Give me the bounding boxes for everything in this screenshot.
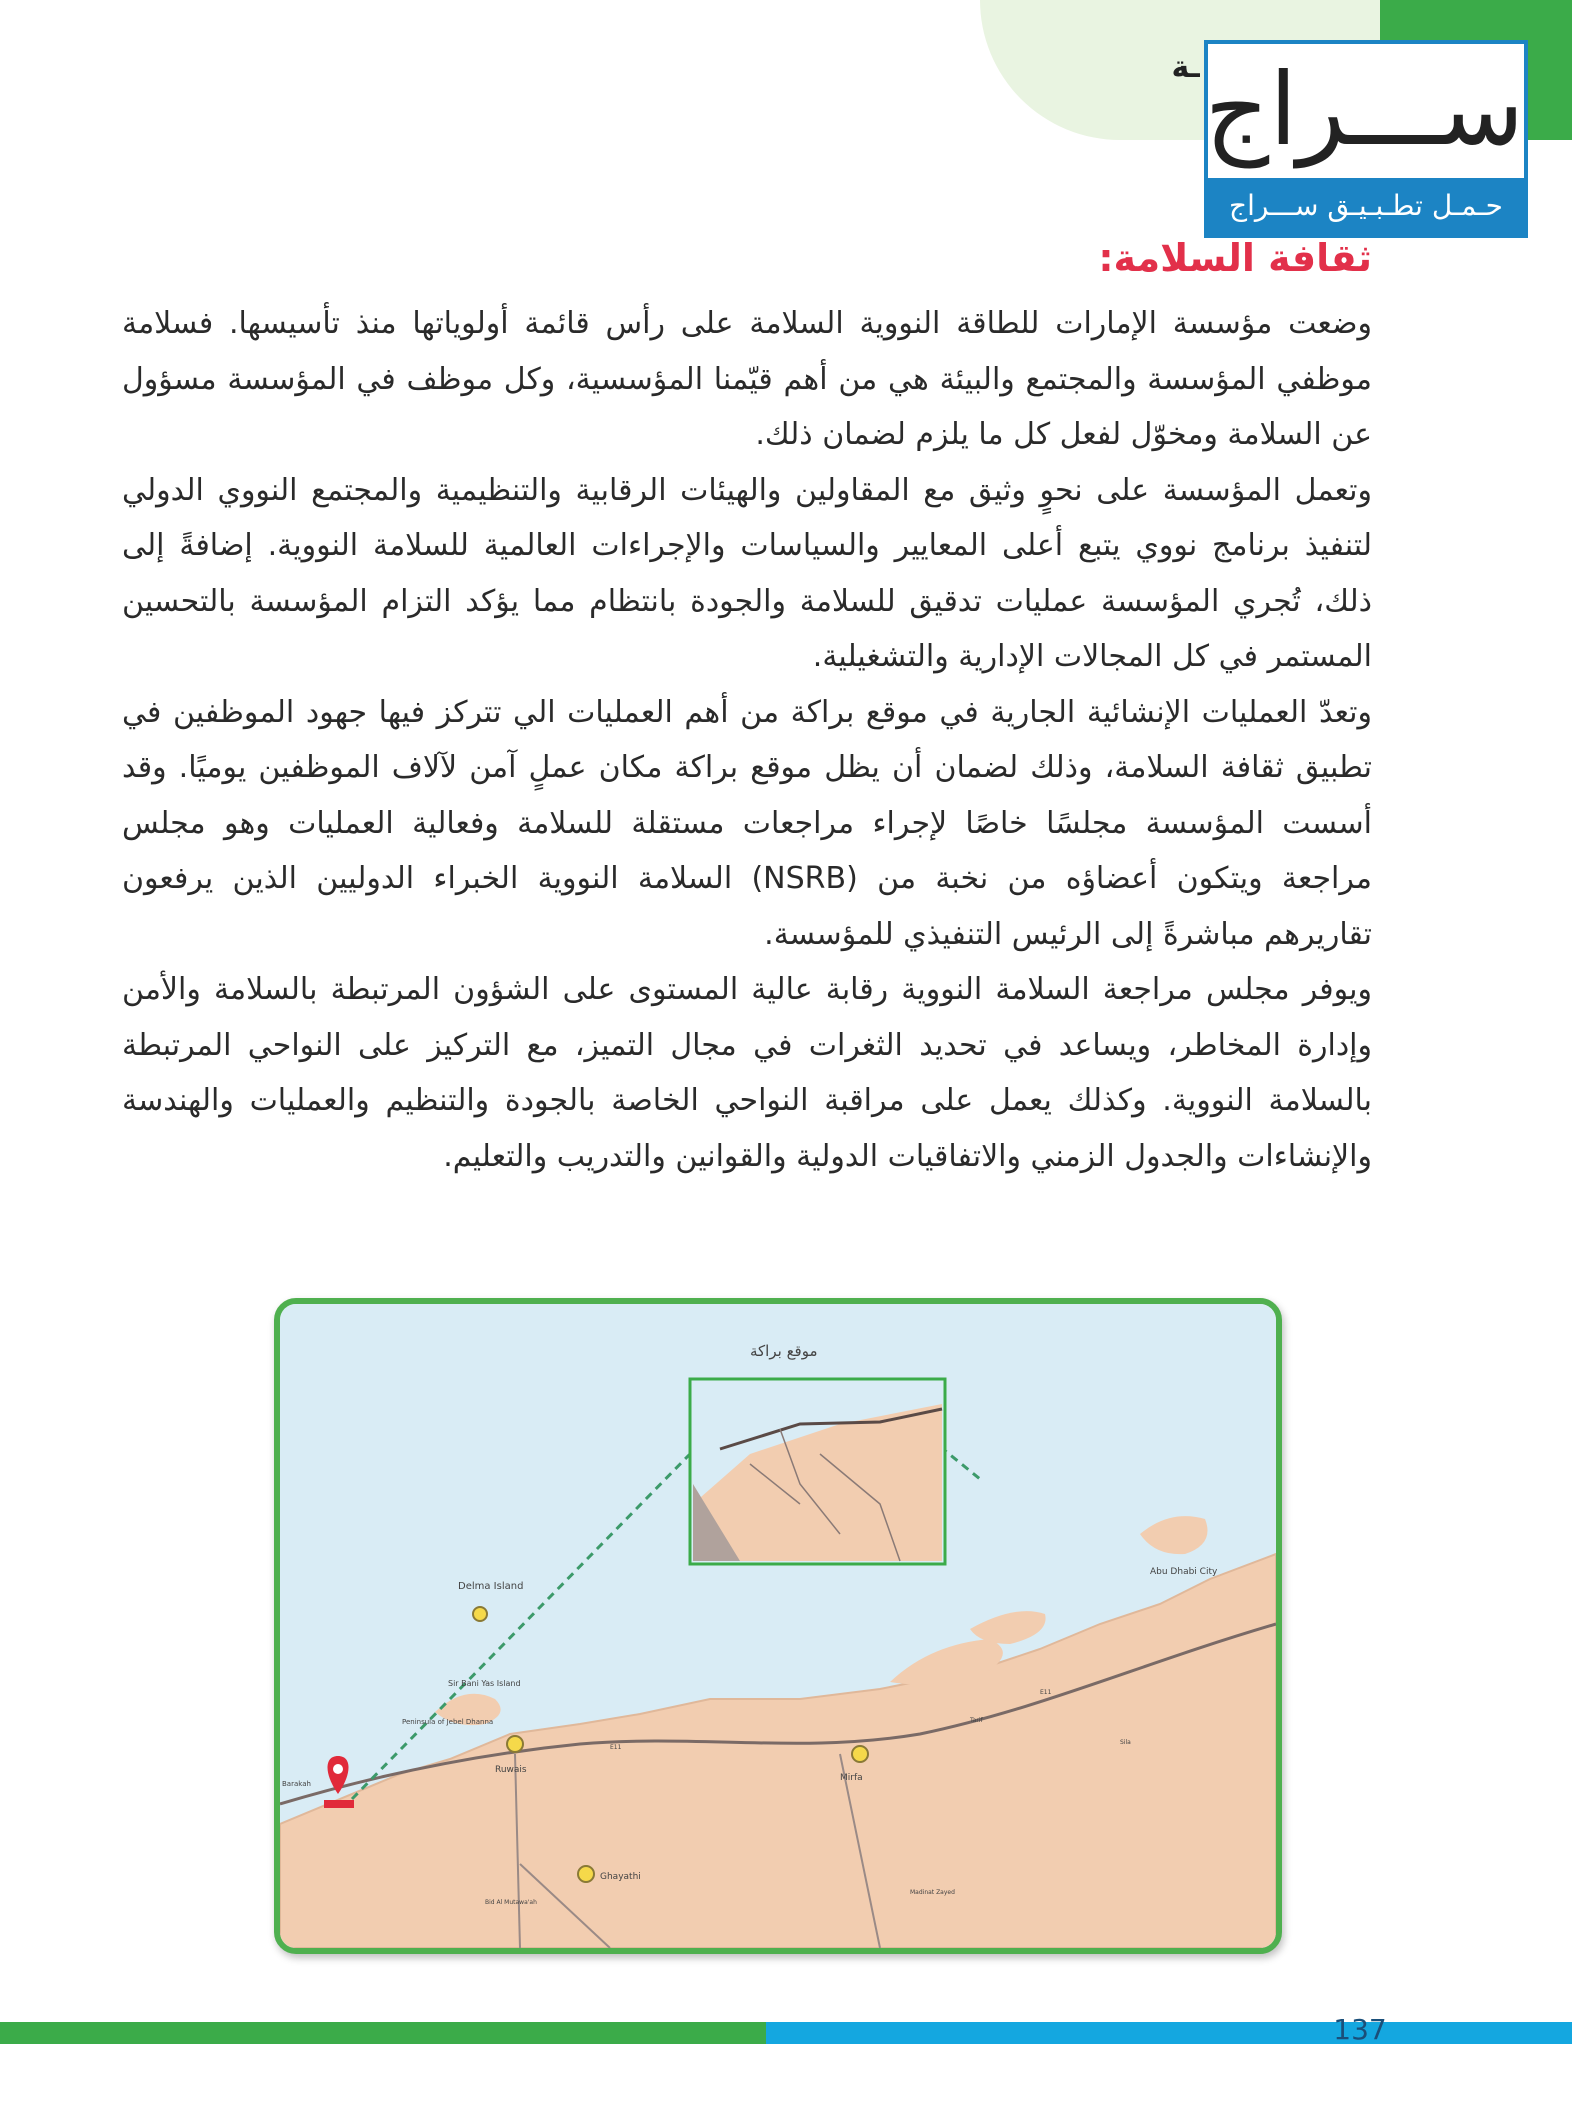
label-ruwais: Ruwais: [495, 1765, 527, 1775]
map-canvas: [280, 1304, 1276, 1948]
paragraph-3: وتعدّ العمليات الإنشائية الجارية في موقع براكة من أهم العمليات الي تتركز فيها جهود الموظفين في تطبيق ثقافة السلامة، وذلك لضمان أن يظل موقع براكة مكان عملٍ آمن لآلاف الموظفين يوميًا. وقد أسست المؤسسة مجلسًا خاصًا لإجراء مراجعات مستقلة للسلامة وفعالية العمليات وهو مجلس مراجعة ويتكون أعضاؤه من نخبة من (NSRB) السلامة النووية الخبراء الدوليين الذين يرفعون تقاريرهم مباشرةً إلى الرئيس التنفيذي للمؤسسة.: [122, 694, 1372, 952]
label-barakah: Barakah: [282, 1780, 311, 1788]
label-abudhabi: Abu Dhabi City: [1150, 1567, 1218, 1577]
barakah-inset: [690, 1379, 945, 1564]
ghayathi-marker: [578, 1866, 594, 1882]
label-sila: Sila: [1120, 1739, 1131, 1746]
chapter-title-fragment: ـة: [1171, 50, 1200, 85]
map-site-label: موقع براكة: [750, 1342, 818, 1360]
label-e11: E11: [610, 1744, 622, 1751]
label-e11b: E11: [1040, 1689, 1052, 1696]
paragraph-2: وتعمل المؤسسة على نحوٍ وثيق مع المقاولين والهيئات الرقابية والتنظيمية والمجتمع النووي الدولي لتنفيذ برنامج نووي يتبع أعلى المعايير والسياسات والإجراءات العالمية للسلامة النووية. إضافةً إلى ذلك، تُجري المؤسسة عمليات تدقيق للسلامة والجودة بانتظام مما يؤكد التزام المؤسسة بالتحسين المستمر في كل المجالات الإدارية والتشغيلية.: [122, 472, 1372, 674]
ruwais-marker: [507, 1736, 523, 1752]
label-ghayathi: Ghayathi: [600, 1872, 641, 1882]
label-madinat: Madinat Zayed: [910, 1889, 955, 1896]
label-tarif: Tarif: [970, 1717, 983, 1724]
section-heading: ثقافة السلامة:: [1098, 236, 1372, 280]
article-body: [122, 296, 1372, 1184]
label-sirbaniyas: Sir Bani Yas Island: [448, 1679, 521, 1688]
page-number: 137: [1333, 2013, 1387, 2046]
barakah-map: [274, 1298, 1282, 1954]
siraj-logo[interactable]: [1204, 40, 1528, 238]
paragraph-1: وضعت مؤسسة الإمارات للطاقة النووية السلامة على رأس قائمة أولوياتها منذ تأسيسها. فسلامة موظفي المؤسسة والمجتمع والبيئة هي من أهم قيّمنا المؤسسية، وكل موظف في المؤسسة مسؤول عن السلامة ومخوّل لفعل كل ما يلزم لضمان ذلك.: [122, 306, 1372, 452]
paragraph-4: ويوفر مجلس مراجعة السلامة النووية رقابة عالية المستوى على الشؤون المرتبطة بالسلامة والأمن وإدارة المخاطر، ويساعد في تحديد الثغرات في مجال التميز، مع التركيز على النواحي المرتبطة بالسلامة النووية. وكذلك يعمل على مراقبة النواحي الخاصة بالجودة والتنظيم والعمليات والهندسة والإنشاءات والجدول الزمني والاتفاقيات الدولية والقوانين والتدريب والتعليم.: [122, 972, 1372, 1174]
mirfa-marker: [852, 1746, 868, 1762]
delma-marker: [473, 1607, 487, 1621]
label-mirfa: Mirfa: [840, 1773, 863, 1783]
footer-bar-green: [0, 2022, 766, 2044]
label-peninsula: Peninsula of Jebel Dhanna: [402, 1718, 494, 1726]
label-delma: Delma Island: [458, 1581, 524, 1592]
label-bidal: Bid Al Mutawa'ah: [485, 1899, 537, 1906]
siraj-logo-word: ســـراج: [1204, 51, 1524, 168]
siraj-logo-tagline: حـمـل تطـبـيـق ســـراج: [1208, 178, 1524, 234]
footer-bar-blue: [766, 2022, 1572, 2044]
